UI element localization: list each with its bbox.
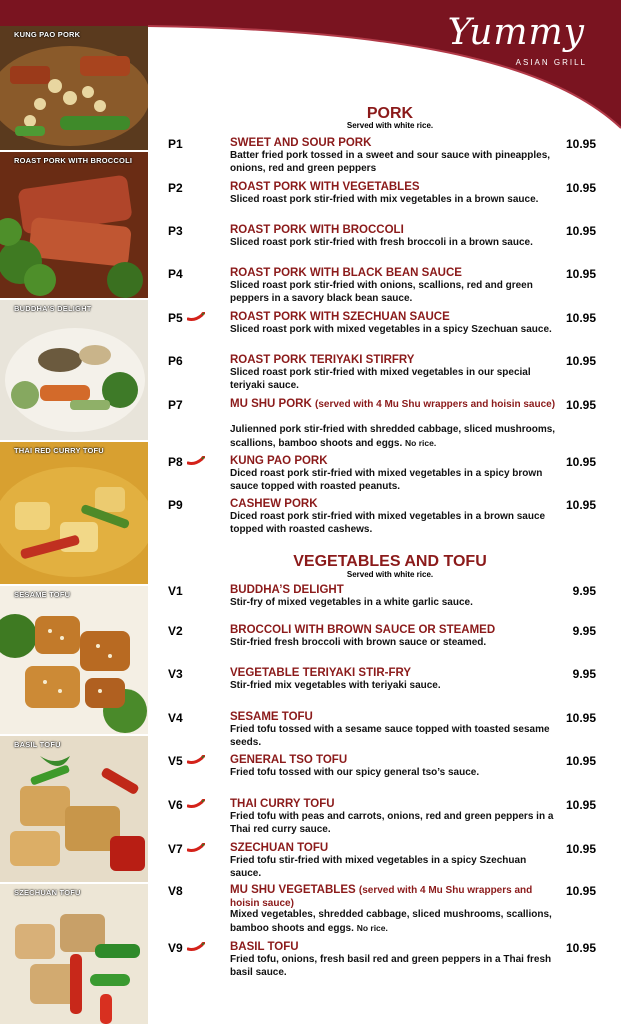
section-title-pork: PORK [366,105,414,122]
item-name: CASHEW PORK [230,498,318,510]
menu-item-p4 [168,267,606,305]
item-description: Fried tofu tossed with our spicy general tso’s sauce. [230,767,480,778]
item-code: V5 [168,754,183,768]
section-title-vegetables-tofu: VEGETABLES AND TOFU [293,553,487,570]
photo-thai-red-curry-tofu [0,442,148,586]
item-name: ROAST PORK TERIYAKI STIRFRY [230,354,415,366]
item-name: SZECHUAN TOFU [230,842,329,854]
item-name: ROAST PORK WITH VEGETABLES [230,181,420,193]
photo-caption: SESAME TOFU [14,590,71,599]
item-code: V7 [168,842,183,856]
item-price: 10.95 [565,267,596,281]
item-price: 9.95 [572,667,596,681]
item-code: V4 [168,711,183,725]
item-price: 10.95 [565,224,596,238]
item-name [230,398,560,411]
chili-icon [187,843,205,853]
photo-caption: BUDDHA'S DELIGHT [14,304,92,313]
photo-caption: THAI RED CURRY TOFU [14,446,104,455]
no-rice-note: No rice. [405,437,437,448]
item-name: VEGETABLE TERIYAKI STIR-FRY [230,667,412,679]
menu-item-v4 [168,711,606,749]
item-code: V3 [168,667,183,681]
item-description: Sliced roast pork stir-fried with onions, scallions, red and green peppers in a savory black bean sauce. [230,280,533,304]
item-code: V6 [168,798,183,812]
item-code: P3 [168,224,183,238]
item-price: 10.95 [565,711,596,725]
item-description: Diced roast pork stir-fried with mixed vegetables in a spicy brown sauce topped with roasted peanuts. [230,468,543,492]
item-name: ROAST PORK WITH SZECHUAN SAUCE [230,311,450,323]
item-description: Fried tofu, onions, fresh basil red and green peppers in a Thai fresh basil sauce. [230,954,552,978]
brand-name: Yummy [447,12,585,53]
section-subtitle-vegetables-tofu: Served with white rice. [346,570,434,579]
item-code: P7 [168,398,183,412]
chili-icon [187,456,205,466]
item-price: 10.95 [565,884,596,898]
menu-item-v3 [168,667,606,695]
item-name: BASIL TOFU [230,941,299,953]
item-price: 10.95 [565,398,596,412]
menu-item-v6 [168,798,606,836]
chili-icon [187,755,205,765]
menu-item-p3 [168,224,606,254]
photo-buddhas-delight [0,300,148,442]
item-name: BROCCOLI WITH BROWN SAUCE OR STEAMED [230,624,496,636]
item-code: P1 [168,137,183,151]
menu-item-v1 [168,584,606,612]
menu-item-p9 [168,498,606,536]
menu-item-v7 [168,842,606,880]
photo-caption: BASIL TOFU [14,740,61,749]
menu-item-p6 [168,354,606,392]
item-price: 10.95 [565,137,596,151]
photo-szechuan-tofu [0,884,148,1026]
item-description: Sliced roast pork stir-fried with mixed vegetables in our special teriyaki sauce. [230,367,531,391]
photo-caption: SZECHUAN TOFU [14,888,81,897]
item-name: SESAME TOFU [230,711,313,723]
photo-caption: ROAST PORK WITH BROCCOLI [14,156,133,165]
photo-kung-pao-pork [0,26,148,152]
item-code: V9 [168,941,183,955]
menu-item-v5 [168,754,606,782]
no-rice-note: No rice. [356,922,388,933]
item-price: 10.95 [565,798,596,812]
photo-caption: KUNG PAO PORK [14,30,81,39]
item-price: 10.95 [565,842,596,856]
item-name: ROAST PORK WITH BROCCOLI [230,224,404,236]
photo-roast-pork-broccoli [0,152,148,300]
item-price: 10.95 [565,311,596,325]
item-name-note: (served with 4 Mu Shu wrappers and hoisin sauce) [314,399,556,410]
menu-item-v9 [168,941,606,981]
item-name: KUNG PAO PORK [230,455,328,467]
section-subtitle-pork: Served with white rice. [346,121,434,130]
item-name [230,884,560,910]
chili-icon [187,942,205,952]
item-description: Sliced roast pork stir-fried with fresh broccoli in a brown sauce. [230,237,533,248]
item-price: 10.95 [565,181,596,195]
photo-sesame-tofu [0,586,148,736]
menu-item-v2 [168,624,606,652]
brand-logo [447,10,607,70]
item-name: THAI CURRY TOFU [230,798,335,810]
photo-column [0,26,148,1024]
menu-item-v8 [168,884,606,936]
item-description: Sliced roast pork with mixed vegetables in a spicy Szechuan sauce. [230,324,552,335]
photo-basil-tofu [0,736,148,884]
item-name-text: MU SHU PORK [230,398,312,410]
item-code: P6 [168,354,183,368]
item-price: 9.95 [572,624,596,638]
menu-item-p8 [168,455,606,493]
item-code: V1 [168,584,183,598]
menu-item-p1 [168,137,606,174]
menu-item-p7 [168,398,606,448]
item-price: 9.95 [572,584,596,598]
item-name: GENERAL TSO TOFU [230,754,348,766]
item-price: 10.95 [565,941,596,955]
item-description: Stir-fried mix vegetables with teriyaki sauce. [230,680,441,691]
item-description [230,424,560,450]
brand-tagline: ASIAN GRILL [515,58,587,67]
menu-item-p5 [168,311,606,349]
item-name-text: MU SHU VEGETABLES [230,884,356,896]
item-name: BUDDHA’S DELIGHT [230,584,344,596]
item-code: P2 [168,181,183,195]
item-name-note: (served with 4 Mu Shu wrappers and hoisin sauce) [230,885,533,909]
item-code: P9 [168,498,183,512]
item-description: Fried tofu tossed with a sesame sauce topped with toasted sesame seeds. [230,724,550,748]
item-description: Stir-fried fresh broccoli with brown sauce or steamed. [230,637,487,648]
item-code: P5 [168,311,183,325]
item-description: Diced roast pork stir-fried with mixed vegetables in a brown sauce topped with roasted cashews. [230,511,546,535]
item-description-text: Julienned pork stir-fried with shredded cabbage, sliced mushrooms, scallions, bamboo shoots and eggs. [230,424,556,449]
item-description: Sliced roast pork stir-fried with mix vegetables in a brown sauce. [230,194,539,205]
menu-item-p2 [168,181,606,211]
item-description: Fried tofu with peas and carrots, onions, red and green peppers in a Thai red curry sauce. [230,811,554,835]
item-description: Fried tofu stir-fried with mixed vegetables in a spicy Szechuan sauce. [230,855,527,879]
item-description: Batter fried pork tossed in a sweet and sour sauce with pineapples, onions, red and green peppers [230,150,551,174]
item-description [230,909,560,935]
item-price: 10.95 [565,498,596,512]
item-code: P4 [168,267,183,281]
item-description-text: Mixed vegetables, shredded cabbage, sliced mushrooms, scallions, bamboo shoots and eggs. [230,909,552,934]
item-code: V2 [168,624,183,638]
item-name: SWEET AND SOUR PORK [230,137,372,149]
item-code: P8 [168,455,183,469]
item-price: 10.95 [565,455,596,469]
item-price: 10.95 [565,354,596,368]
chili-icon [187,312,205,322]
item-code: V8 [168,884,183,898]
chili-icon [187,799,205,809]
item-price: 10.95 [565,754,596,768]
item-description: Stir-fry of mixed vegetables in a white garlic sauce. [230,597,473,608]
item-name: ROAST PORK WITH BLACK BEAN SAUCE [230,267,462,279]
